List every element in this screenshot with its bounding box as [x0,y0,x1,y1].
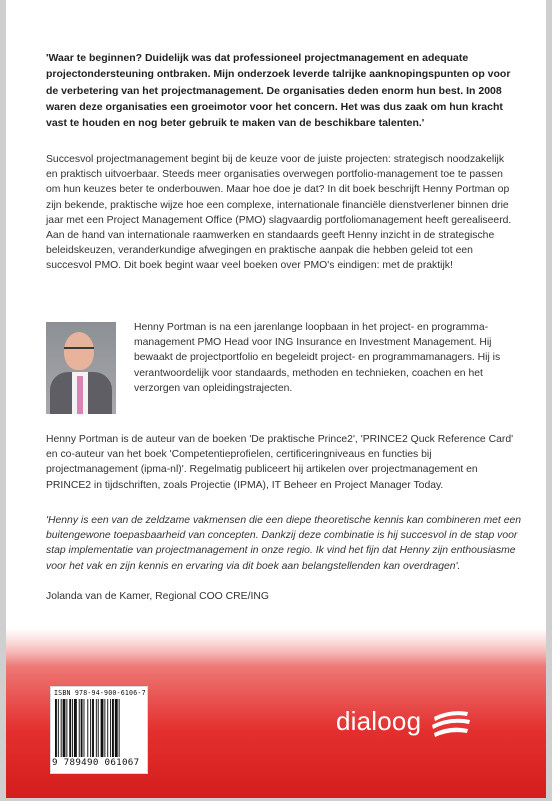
author-photo [46,322,116,414]
photo-tie [77,376,83,414]
author-publications: Henny Portman is de auteur van de boeken 'De praktische Prince2', 'PRINCE2 Quck Reference Card' en co-auteur van het boek 'Competentieprofielen, certificeringniveaus en functies bij projectmanagement (ipma-nl)'. Regelmatig publiceert hij artikelen over projectmanagement en PRINCE2 in tijdschriften, zoals Projectie (IPMA), IT Beheer en Project Manager Today. [46,434,514,491]
isbn-label: ISBN 978-94-900-6106-7 [54,689,146,697]
isbn-digits: 9 789490 061067 [52,757,140,768]
endorsement-quote: 'Henny is een van de zeldzame vakmensen die een diepe theoretische kennis kan combineren met een buitengewone toepasbaarheid van concepten. Dankzij deze combinatie is hij succesvol in de stap voor stap implementatie van projectmanagement in onze regio. Ik vind het fijn dat Henny zijn enthousiasme voor het vak en zijn kennis en ervaring via dit boek aan belangstellenden kan overdragen'. [46,515,522,572]
endorsement-attribution: Jolanda van de Kamer, Regional COO CRE/ING [46,591,269,602]
publisher-logo-text: dialoog [336,706,422,736]
dialoog-wave-icon [430,703,472,743]
barcode-bars [55,699,143,757]
intro-quote: 'Waar te beginnen? Duidelijk was dat professioneel projectmanagement en adequate projectondersteuning ontbraken. Mijn onderzoek leverde talrijke aanknopingspunten op voor de verbetering van het projectmanagement. De organisaties deden enorm hun best. In 2008 waren deze organisaties een groeimotor voor het concern. Het was dus zaak om hun kracht vast te houden en nog beter gebruik te maken van de beschikbare talenten.' [46,52,511,130]
isbn-barcode [50,686,148,774]
photo-glasses [64,347,94,354]
author-bio: Henny Portman is na een jarenlange loopbaan in het project- en programma-management PMO Head voor ING Insurance en Investment Management. Hij bewaakt de projectportfolio en begeleidt project- en programmamanagers. Hij is verantwoordelijk voor standaards, methoden en technieken, coachen en het verzorgen van opleidingstrajecten. [134,322,501,394]
book-back-cover [6,0,546,798]
book-summary: Succesvol projectmanagement begint bij de keuze voor de juiste projecten: strategisch noodzakelijk en praktisch uitvoerbaar. Steeds meer organisaties overwegen portfolio-management toe te passen om hun keuzes beter te onderbouwen. Maar hoe doe je dat? In dit boek beschrijft Henny Portman op zijn bekende, praktische wijze hoe een complexe, internationale financiële dienstverlener binnen drie jaar met een Project Management Office (PMO) slagvaardig portfoliomanagement heeft gerealiseerd. Aan de hand van internationale raamwerken en standaards geeft Henny inzicht in de strategische beleidskeuzen, veranderkundige afwegingen en praktische aanpak die hebben geleid tot een succesvol PMO. Dit boek begint waar veel boeken over PMO's eindigen: met de praktijk! [46,154,512,272]
